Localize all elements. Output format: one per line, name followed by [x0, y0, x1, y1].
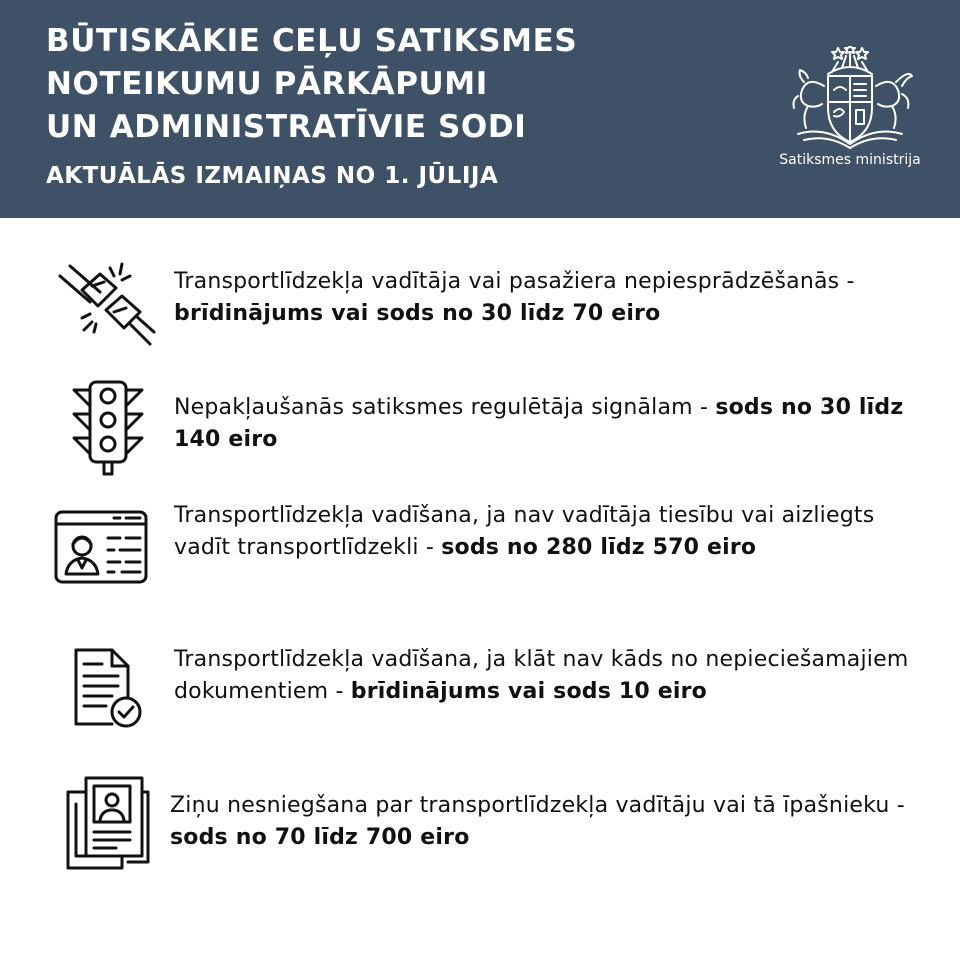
violation-penalty-2: sods no 30 līdz 140 eiro	[174, 395, 904, 452]
page-subtitle: AKTUĀLĀS IZMAIŅAS NO 1. JŪLIJA	[46, 163, 499, 189]
header-banner	[0, 0, 960, 218]
ministry-logo	[770, 40, 930, 190]
seatbelt-icon	[56, 262, 156, 352]
title-line-1: BŪTISKĀKIE CEĻU SATIKSMES	[46, 23, 578, 59]
violation-penalty-1: brīdinājums vai sods no 30 līdz 70 eiro	[174, 301, 661, 326]
page-title	[46, 20, 726, 149]
violation-text-4	[174, 644, 914, 708]
violation-penalty-5: sods no 70 līdz 700 eiro	[170, 825, 470, 850]
violation-penalty-4: brīdinājums vai sods 10 eiro	[350, 679, 707, 704]
driver-license-icon	[54, 510, 148, 588]
document-check-icon	[72, 646, 146, 734]
violation-text-5	[170, 790, 910, 854]
violation-description-3: Transportlīdzekļa vadīšana, ja nav vadītāja tiesību vai aizliegts vadīt transportlīdzekli -	[174, 503, 875, 560]
violation-text-1	[174, 266, 914, 330]
violation-penalty-3: sods no 280 līdz 570 eiro	[441, 535, 757, 560]
title-line-3: UN ADMINISTRATĪVIE SODI	[46, 109, 527, 145]
violation-description-1: Transportlīdzekļa vadītāja vai pasažiera nepiesprādzēšanās -	[174, 269, 855, 294]
violation-description-4: Transportlīdzekļa vadīšana, ja klāt nav kāds no nepieciešamajiem dokumentiem -	[174, 647, 909, 704]
coat-of-arms-icon	[784, 46, 916, 150]
owner-documents-icon	[64, 776, 150, 876]
title-line-2: NOTEIKUMU PĀRKĀPUMI	[46, 66, 488, 102]
violation-text-2	[174, 392, 914, 456]
violation-text-3	[174, 500, 914, 564]
violation-description-5: Ziņu nesniegšana par transportlīdzekļa vadītāju vai tā īpašnieku -	[170, 793, 905, 818]
violation-description-2: Nepakļaušanās satiksmes regulētāja signālam -	[174, 395, 716, 420]
ministry-label: Satiksmes ministrija	[779, 152, 921, 168]
traffic-light-icon	[70, 380, 146, 480]
